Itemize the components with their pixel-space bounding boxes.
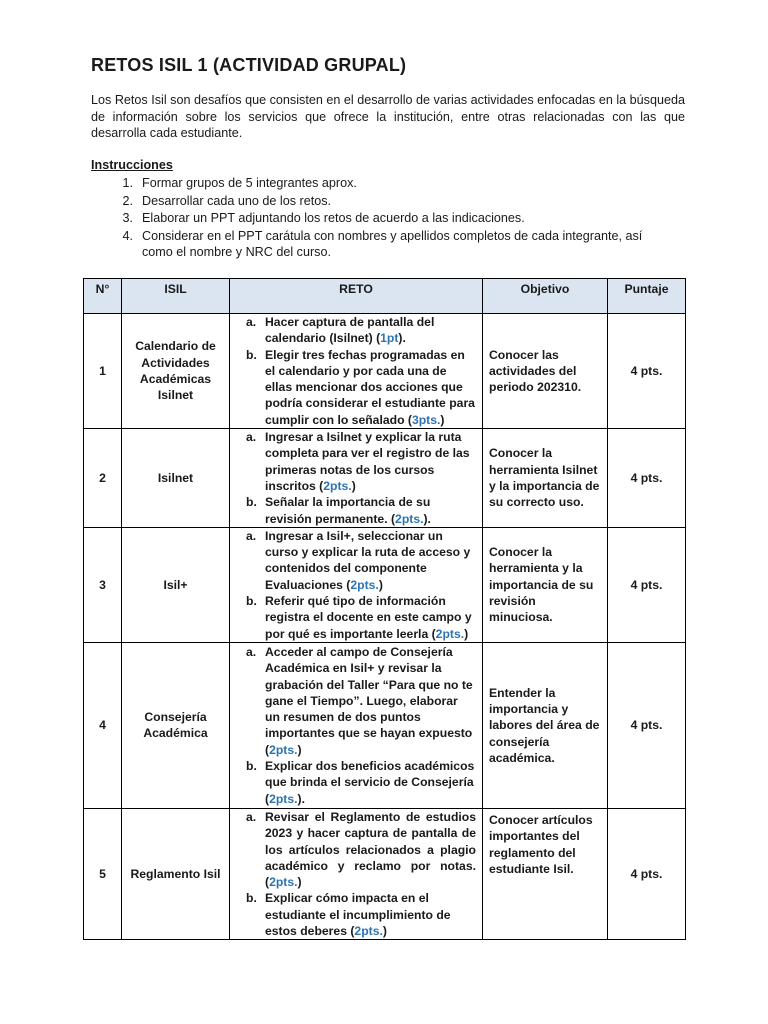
row-number: 1	[84, 314, 122, 429]
row-puntaje: 4 pts.	[608, 429, 686, 528]
reto-item: a. Hacer captura de pantalla del calendario (Isilnet) (1pt).	[246, 315, 435, 346]
header-puntaje: Puntaje	[608, 279, 686, 314]
reto-item: a. Ingresar a Isil+, seleccionar un curso y explicar la ruta de acceso y contenidos del componente Evaluaciones (2pts.)	[246, 528, 471, 592]
header-isil: ISIL	[122, 279, 230, 314]
table-row	[84, 527, 686, 642]
header-objetivo: Objetivo	[483, 279, 608, 314]
row-number: 2	[84, 429, 122, 528]
reto-item: a. Revisar el Reglamento de estudios 2023 y hacer captura de pantalla de los artículos relacionados a plagio académico y reclamo por notas. (2pts.)	[246, 809, 476, 890]
points-label: 2pts.	[269, 875, 298, 890]
header-reto: RETO	[230, 279, 483, 314]
instruction-item: 4. Considerar en el PPT carátula con nombres y apellidos completos de cada integrante, así como el nombre y NRC del curso.	[122, 228, 643, 259]
points-label: 2pts.	[395, 511, 424, 526]
row-objetivo: Conocer artículos importantes del reglamento del estudiante Isil.	[483, 808, 608, 939]
instruction-item: 3. Elaborar un PPT adjuntando los retos de acuerdo a las indicaciones.	[122, 211, 525, 225]
row-objetivo: Conocer la herramienta y la importancia de su revisión minuciosa.	[483, 527, 608, 642]
reto-item: a. Ingresar a Isilnet y explicar la ruta completa para ver el registro de las primeras notas de los cursos inscritos (2pts.)	[246, 430, 470, 493]
points-label: 2pts.	[350, 577, 379, 592]
instruction-item: 1. Formar grupos de 5 integrantes aprox.	[122, 176, 357, 190]
row-number: 4	[84, 642, 122, 808]
table-row	[84, 642, 686, 808]
retos-table	[83, 278, 686, 940]
intro-paragraph: Los Retos Isil son desafíos que consisten en el desarrollo de varias actividades enfocadas en la búsqueda de información sobre los servicios que ofrece la institución, entre otras relacionadas con las que desarrolla cada estudiante.	[91, 93, 685, 140]
points-label: 2pts.	[354, 924, 383, 939]
points-label: 2pts.	[269, 791, 298, 806]
instruction-item: 2. Desarrollar cada uno de los retos.	[122, 193, 332, 208]
instructions-list	[91, 175, 685, 262]
points-label: 3pts.	[411, 412, 441, 427]
points-label: 2pts.	[435, 626, 465, 641]
points-label: 1pt	[380, 331, 399, 346]
row-objetivo: Conocer la herramienta Isilnet y la importancia de su correcto uso.	[483, 429, 608, 528]
row-number: 3	[84, 527, 122, 642]
row-puntaje: 4 pts.	[608, 642, 686, 808]
table-header-row	[84, 279, 686, 314]
reto-item: b. Explicar dos beneficios académicos que brinda el servicio de Consejería (2pts.).	[246, 759, 475, 806]
row-puntaje: 4 pts.	[608, 808, 686, 939]
row-reto	[230, 314, 483, 429]
row-isil: Isilnet	[122, 429, 230, 528]
reto-item: a. Acceder al campo de Consejería Académica en Isil+ y revisar la grabación del Taller “Para que no te gane el Tiempo”. Luego, elaborar un resumen de dos puntos importantes que se hayan expuesto (2pts.)	[246, 644, 473, 757]
table-row	[84, 429, 686, 528]
row-isil: Reglamento Isil	[122, 808, 230, 939]
row-objetivo: Entender la importancia y labores del área de consejería académica.	[483, 642, 608, 808]
document-title: RETOS ISIL 1 (ACTIVIDAD GRUPAL)	[91, 55, 407, 75]
row-reto	[230, 527, 483, 642]
row-puntaje: 4 pts.	[608, 527, 686, 642]
row-isil: Calendario de Actividades Académicas Isilnet	[122, 314, 230, 429]
table-row	[84, 808, 686, 939]
reto-item: b. Señalar la importancia de su revisión permanente. (2pts.).	[246, 495, 431, 526]
reto-item: b. Explicar cómo impacta en el estudiante el incumplimiento de estos deberes (2pts.)	[246, 891, 451, 939]
instructions-heading: Instrucciones	[91, 158, 173, 172]
points-label: 2pts.	[323, 478, 352, 493]
row-isil: Consejería Académica	[122, 642, 230, 808]
row-objetivo: Conocer las actividades del periodo 202310.	[483, 314, 608, 429]
reto-item: b. Referir qué tipo de información registra el docente en este campo y por qué es importante leerla (2pts.)	[246, 594, 472, 641]
header-num: N°	[84, 279, 122, 314]
row-number: 5	[84, 808, 122, 939]
table-row	[84, 314, 686, 429]
row-puntaje: 4 pts.	[608, 314, 686, 429]
row-reto	[230, 642, 483, 808]
row-isil: Isil+	[122, 527, 230, 642]
reto-item: b. Elegir tres fechas programadas en el calendario y por cada una de ellas mencionar dos acciones que podría considerar el estudiante para cumplir con lo señalado (3pts.)	[246, 347, 475, 427]
row-reto	[230, 429, 483, 528]
row-reto	[230, 808, 483, 939]
points-label: 2pts.	[269, 742, 298, 757]
